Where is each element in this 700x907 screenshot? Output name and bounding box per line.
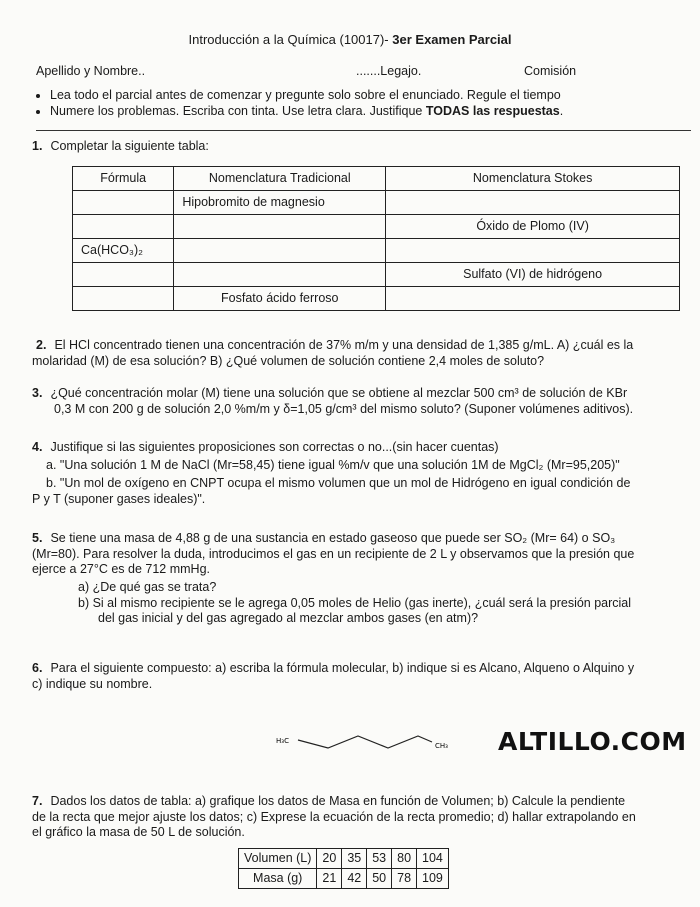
question-1: 1. Completar la siguiente tabla: — [32, 139, 209, 153]
right-methyl-label: CH₃ — [435, 742, 448, 750]
divider — [36, 130, 691, 131]
question-6: 6. Para el siguiente compuesto: a) escriba la fórmula molecular, b) indique si es Alcano, Alqueno o Alquino y c) indique su nombre. — [32, 661, 635, 691]
legajo-label: .......Legajo. — [356, 64, 422, 78]
question-5: 5. Se tiene una masa de 4,88 g de una sustancia en estado gaseoso que puede ser SO₂ (Mr= 64) o SO₃ (Mr=80). Para resolver la duda, introducimos el gas en un recipiente de 2 L y observamos que la presión que ejerce a 27°C es de 712 mmHg. a) ¿De qué gas se trata? b) Si al mismo recipiente se le agrega 0,05 moles de Helio (gas inerte), ¿cuál será la presión parcial del gas inicial y del gas agregado al mezclar ambos gases (en atm)? — [32, 531, 635, 626]
question-4: 4. Justifique si las siguientes proposiciones son correctas o no...(sin hacer cuentas) a. "Una solución 1 M de NaCl (Mr=58,45) tiene igual %m/v que una solución 1M de MgCl₂ (Mr=95,205)" b. "Un mol de oxígeno en CNPT ocupa el mismo volumen que un mol de Hidrógeno en igual condición de P y T (suponer gases ideales)". — [32, 440, 631, 506]
volume-mass-table — [238, 848, 449, 889]
header-stokes: Nomenclatura Stokes — [386, 167, 680, 191]
altillo-logo: ALTILLO.COM — [498, 727, 687, 756]
apellido-label: Apellido y Nombre.. — [36, 64, 146, 78]
header-tradicional: Nomenclatura Tradicional — [174, 167, 386, 191]
table-header-row — [73, 167, 680, 191]
table-row: Sulfato (VI) de hidrógeno — [73, 263, 680, 287]
instruction-item: • Numere los problemas. Escriba con tinta. Use letra clara. Justifique TODAS las respuestas. — [50, 104, 690, 120]
question-3: 3. ¿Qué concentración molar (M) tiene una solución que se obtiene al mezclar 500 cm³ de solución de KBr 0,3 M con 200 g de solución 2,0 %m/m y δ=1,05 g/cm³ del mismo soluto? (Suponer volúmenes aditivos). — [32, 386, 634, 416]
instructions-list — [36, 88, 690, 119]
hexane-structure — [276, 728, 466, 752]
question-7: 7. Dados los datos de tabla: a) grafique los datos de Masa en función de Volumen; b) Calcule la pendiente de la recta que mejor ajuste los datos; c) Exprese la ecuación de la recta promedio; d) hallar extrapolando en el gráfico la masa de 50 L de solución. — [32, 794, 636, 840]
table-row: Masa (g) 21 42 50 78 109 — [239, 869, 449, 889]
table-row: Óxido de Plomo (IV) — [73, 215, 680, 239]
header-formula: Fórmula — [73, 167, 174, 191]
comision-label: Comisión — [524, 64, 577, 78]
table-row: Ca(HCO₃)₂ — [73, 239, 680, 263]
left-methyl-label: H₃C — [276, 737, 289, 745]
instruction-item: • Lea todo el parcial antes de comenzar y pregunte solo sobre el enunciado. Regule el tiempo — [50, 88, 690, 104]
table-row: Fosfato ácido ferroso — [73, 287, 680, 311]
table-row: Volumen (L) 20 35 53 80 104 — [239, 849, 449, 869]
nomenclature-table — [72, 166, 680, 311]
exam-title: Introducción a la Química (10017)- 3er Examen Parcial — [188, 32, 512, 47]
question-2: 2. El HCl concentrado tienen una concentración de 37% m/m y una densidad de 1,385 g/mL. A) ¿cuál es la molaridad (M) de esa solución? B) ¿Qué volumen de solución contiene 2,4 moles de soluto? — [32, 338, 634, 368]
table-row: Hipobromito de magnesio — [73, 191, 680, 215]
